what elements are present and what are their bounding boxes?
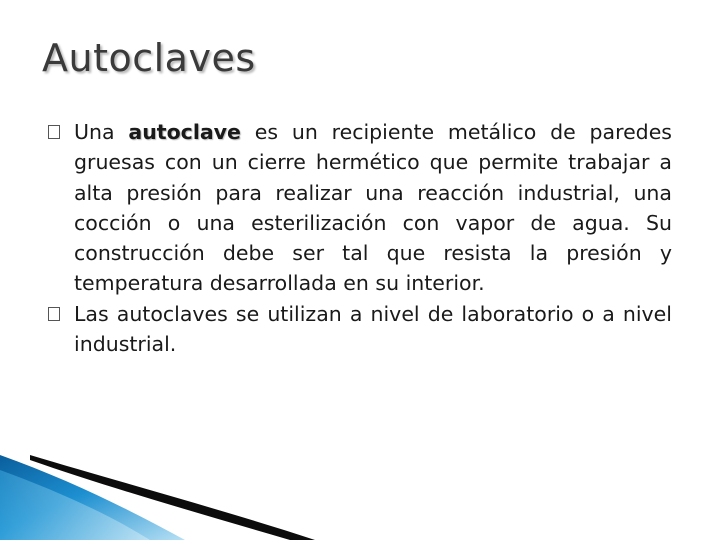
bullet-text: Las autoclaves se utilizan a nivel de laboratorio o a nivel industrial. [74,301,672,357]
bullet-item-uses [48,299,672,360]
square-bullet-icon [48,125,60,139]
slide-title: Autoclaves [42,36,256,80]
bullet-item-definition [48,117,672,299]
bullet-text-start: Una [74,120,129,144]
bullet-list [48,117,672,359]
bullet-text-rest: es un recipiente metálico de paredes gruesas con un cierre hermético que permite trabajar a alta presión para realizar una reacción industrial, una cocción o una esterilización con vapor de agua. Su construcción debe ser tal que resista la presión y temperatura desarrollada en su interior. [74,120,672,296]
square-bullet-icon [48,307,60,321]
bullet-term-highlight: autoclave [128,120,241,144]
light-blue-wave-shape [0,470,150,540]
